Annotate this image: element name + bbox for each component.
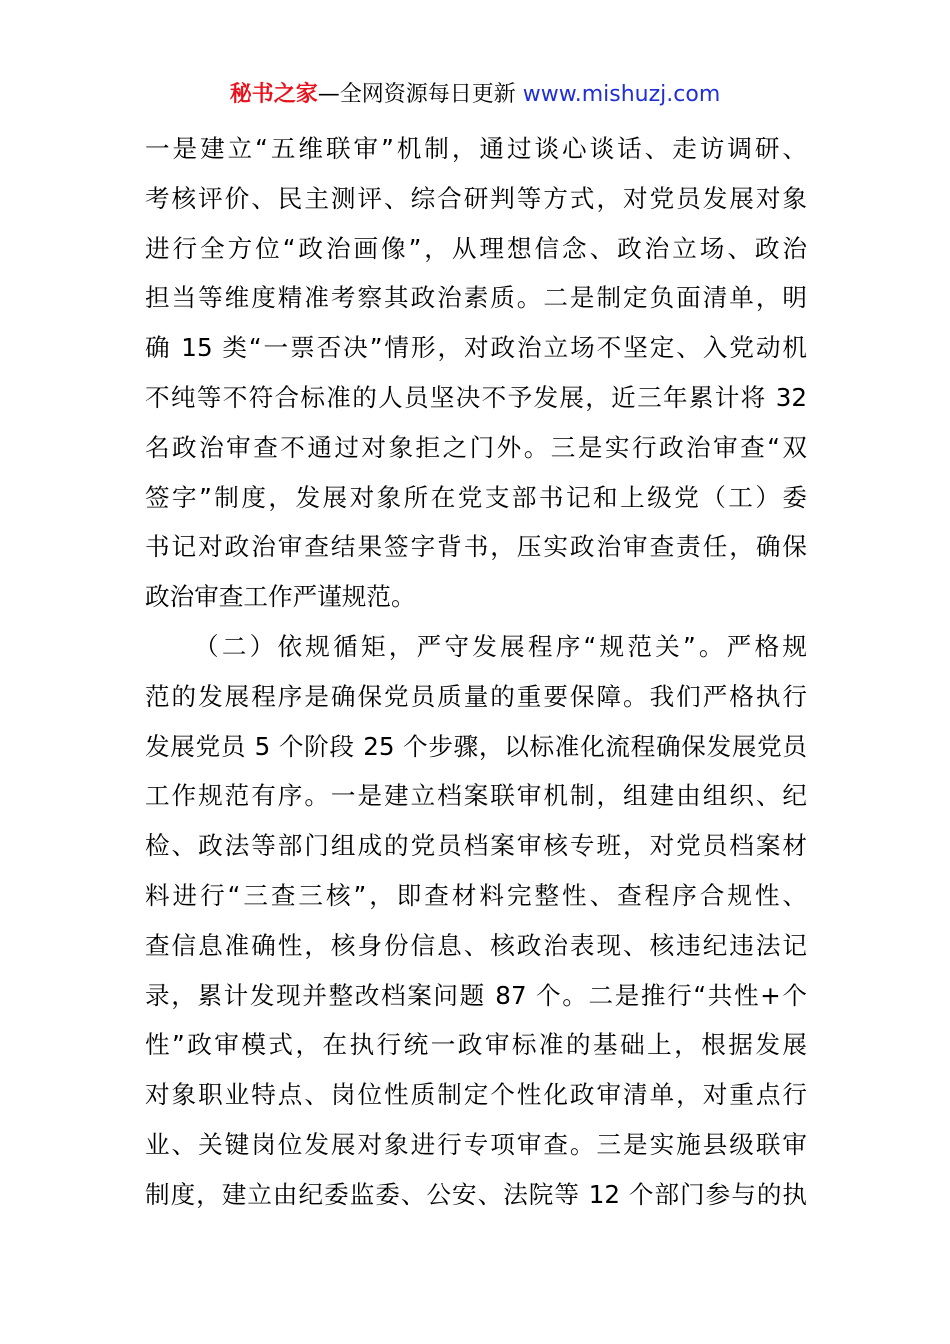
text-line: 进行全方位“政治画像”，从理想信念、政治立场、政治 [145, 233, 807, 263]
paragraph-heading-line: （二）依规循矩，严守发展程序“规范关”。严格规 [194, 631, 807, 661]
header-url-link[interactable]: www.mishuzj.com [522, 82, 721, 107]
text-line: 对象职业特点、岗位性质制定个性化政审清单，对重点行 [145, 1080, 807, 1110]
header-tagline: —全网资源每日更新 [317, 82, 523, 107]
text-line: 工作规范有序。一是建立档案联审机制，组建由组织、纪 [145, 781, 807, 811]
text-line: 范的发展程序是确保党员质量的重要保障。我们严格执行 [145, 681, 807, 711]
text-line: 书记对政治审查结果签字背书，压实政治审查责任，确保 [145, 532, 807, 562]
text-line: 料进行“三查三核”，即查材料完整性、查程序合规性、 [145, 880, 807, 910]
text-line: 制度，建立由纪委监委、公安、法院等 12 个部门参与的执 [145, 1179, 807, 1209]
text-line: 检、政法等部门组成的党员档案审核专班，对党员档案材 [145, 831, 807, 861]
text-line: 签字”制度，发展对象所在党支部书记和上级党（工）委 [145, 482, 807, 512]
header-brand: 秘书之家 [229, 82, 318, 107]
text-line: 确 15 类“一票否决”情形，对政治立场不坚定、入党动机 [145, 333, 807, 363]
paragraph-1 [145, 124, 807, 622]
document-body [145, 124, 807, 1220]
page-header [0, 80, 950, 110]
text-line: 考核评价、民主测评、综合研判等方式，对党员发展对象 [145, 183, 807, 213]
text-line: 录，累计发现并整改档案问题 87 个。二是推行“共性+个 [145, 980, 807, 1010]
text-line: 担当等维度精准考察其政治素质。二是制定负面清单，明 [145, 283, 807, 313]
text-line: 不纯等不符合标准的人员坚决不予发展，近三年累计将 32 [145, 382, 807, 412]
text-line: 发展党员 5 个阶段 25 个步骤，以标准化流程确保发展党员 [145, 731, 807, 761]
text-line: 名政治审查不通过对象拒之门外。三是实行政治审查“双 [145, 432, 807, 462]
text-line: 查信息准确性，核身份信息、核政治表现、核违纪违法记 [145, 930, 807, 960]
text-line: 性”政审模式，在执行统一政审标准的基础上，根据发展 [145, 1030, 807, 1060]
paragraph-2 [145, 622, 807, 1220]
text-line: 业、关键岗位发展对象进行专项审查。三是实施县级联审 [145, 1129, 807, 1159]
text-line: 政治审查工作严谨规范。 [145, 582, 416, 612]
text-line: 一是建立“五维联审”机制，通过谈心谈话、走访调研、 [145, 134, 807, 163]
